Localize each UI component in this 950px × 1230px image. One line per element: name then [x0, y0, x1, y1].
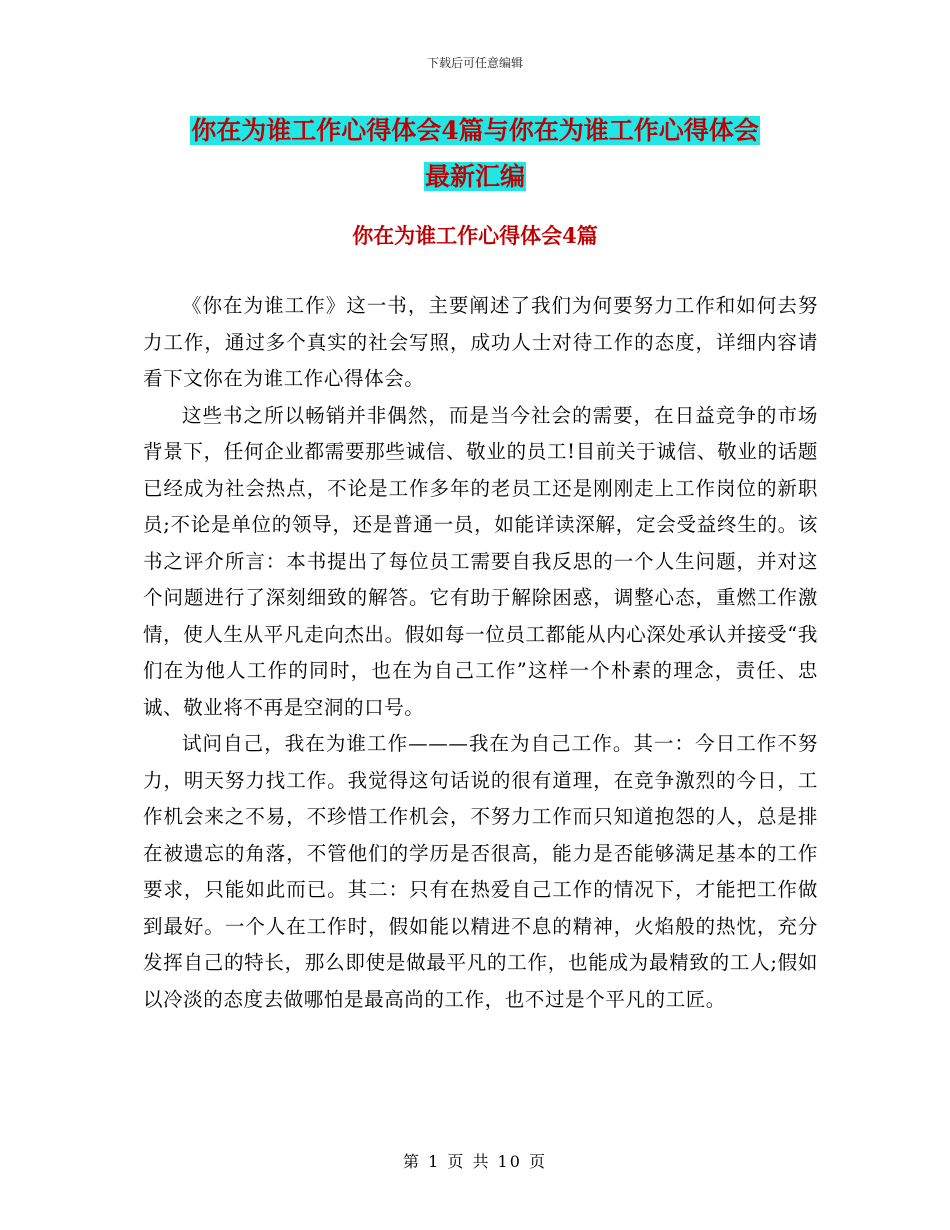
document-title-text-2: 最新汇编	[424, 162, 525, 191]
document-title-text-1: 你在为谁工作心得体会4篇与你在为谁工作心得体会	[191, 116, 759, 145]
page-number: 第 1 页 共 10 页	[403, 1152, 547, 1171]
header-note: 下载后可任意编辑	[426, 56, 523, 70]
document-title-line-1	[0, 108, 950, 154]
paragraph-3: 试问自己，我在为谁工作———我在为自己工作。其一：今日工作不努力，明天努力找工作。我觉得这句话说的很有道理，在竞争激烈的今日，工作机会来之不易，不珍惜工作机会，不努力工作而只知道抱怨的人，总是排在被遗忘的角落，不管他们的学历是否很高，能力是否能够满足基本的工作要求，只能如此而已。其二：只有在热爱自己工作的情况下，才能把工作做到最好。一个人在工作时，假如能以精进不息的精神，火焰般的热忱，充分发挥自己的特长，那么即使是做最平凡的工作，也能成为最精致的工人;假如以冷淡的态度去做哪怕是最高尚的工作，也不过是个平凡的工匠。	[143, 732, 818, 1011]
paragraph-1: 《你在为谁工作》这一书，主要阐述了我们为何要努力工作和如何去努力工作，通过多个真实的社会写照，成功人士对待工作的态度，详细内容请看下文你在为谁工作心得体会。	[143, 294, 818, 390]
section-title: 你在为谁工作心得体会4篇	[352, 223, 598, 248]
document-body	[143, 288, 818, 1018]
paragraph-2: 这些书之所以畅销并非偶然，而是当今社会的需要，在日益竞争的市场背景下，任何企业都需要那些诚信、敬业的员工!目前关于诚信、敬业的话题已经成为社会热点，不论是工作多年的老员工还是刚刚走上工作岗位的新职员;不论是单位的领导，还是普通一员，如能详读深解，定会受益终生的。该书之评介所言：本书提出了每位员工需要自我反思的一个人生问题，并对这个问题进行了深刻细致的解答。它有助于解除困惑，调整心态，重燃工作激情，使人生从平凡走向杰出。假如每一位员工都能从内心深处承认并接受“我们在为他人工作的同时，也在为自己工作”这样一个朴素的理念，责任、忠诚、敬业将不再是空洞的口号。	[143, 403, 818, 719]
page-header	[0, 56, 950, 70]
page-footer	[0, 1152, 950, 1172]
document-title	[0, 108, 950, 200]
document-title-line-2	[0, 154, 950, 200]
